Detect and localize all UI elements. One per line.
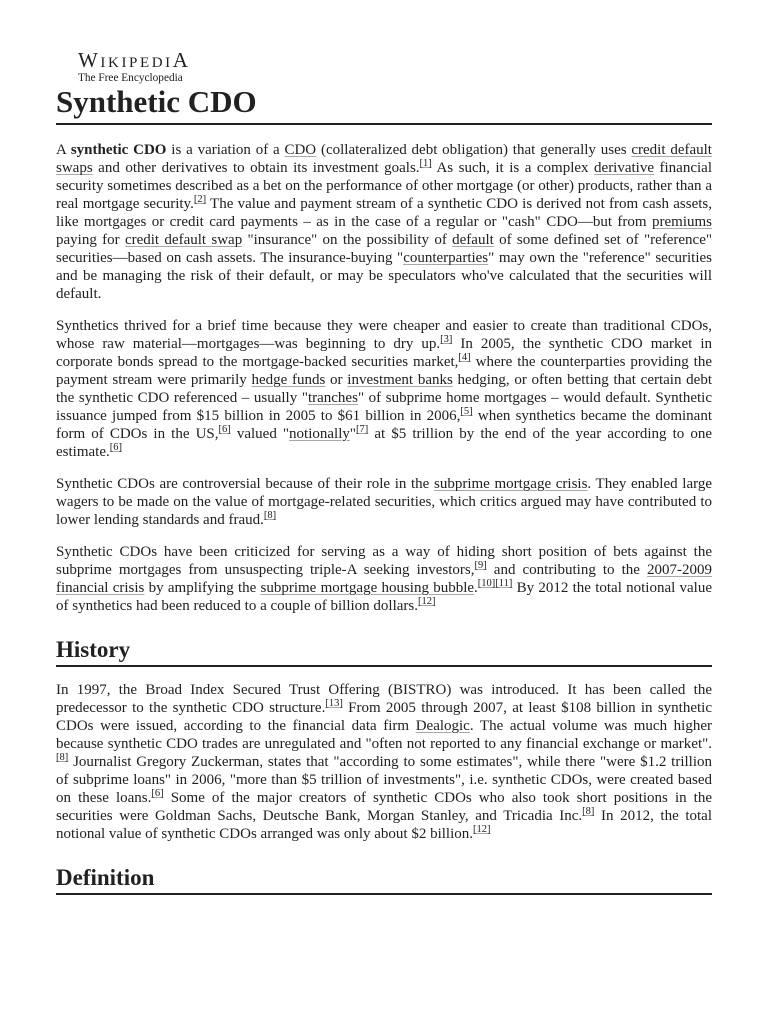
paragraph-text: or: [325, 372, 348, 388]
paragraph-text: . They enabled large wagers to be made on the value of mortgage-related securities, which critics argued may have contributed to lower lending standards and fraud.: [56, 476, 712, 528]
paragraph-text: In 2005, the synthetic CDO market in corporate bonds spread to the mortgage-backed securities market,: [56, 336, 712, 370]
citation-ref-1[interactable]: [1]: [419, 158, 432, 169]
paragraph-text: is a variation of a: [166, 142, 285, 158]
paragraph-text: Synthetic CDOs are controversial because of their role in the: [56, 476, 434, 492]
link-derivative[interactable]: derivative: [594, 160, 655, 176]
paragraph-text: From 2005 through 2007, at least $108 billion in synthetic CDOs were issued, according to the financial data firm: [56, 700, 712, 734]
citation-ref-13[interactable]: [13]: [325, 698, 343, 709]
paragraph-text: Journalist Gregory Zuckerman, states that "according to some estimates", while there "were $1.2 trillion of subprime loans" in 2006, "more than $5 trillion of investments", i.e. synthetic CDOs, were created based on these loans.: [56, 754, 712, 806]
paragraph-text: As such, it is a complex: [431, 160, 595, 176]
citation-ref-2[interactable]: [2]: [193, 194, 207, 205]
citation-ref-3[interactable]: [3]: [440, 334, 453, 345]
section-heading-definition: Definition: [56, 864, 712, 895]
citation-ref-4[interactable]: [4]: [458, 352, 471, 363]
paragraph-text: Some of the major creators of synthetic CDOs who also took short positions in the securities were Goldman Sachs, Deutsche Bank, Morgan Stanley, and Tricadia Inc.: [56, 790, 713, 824]
paragraph-text: hedging, or often betting that certain debt the synthetic CDO referenced – usually ": [56, 372, 713, 406]
paragraph-text: Synthetics thrived for a brief time because they were cheaper and easier to create than traditional CDOs, whose raw material—mortgages—was beginning to dry up.: [56, 318, 712, 352]
citation-ref-11[interactable]: [11]: [495, 578, 513, 589]
link-subprime-mortgage-housing-bubble[interactable]: subprime mortgage housing bubble: [260, 580, 475, 596]
citation-ref-10[interactable]: [10]: [477, 578, 496, 589]
paragraph-text: A: [56, 142, 71, 158]
paragraph-text: (collateralized debt obligation) that generally uses: [316, 142, 632, 158]
link-credit-default-swaps[interactable]: credit default swaps: [56, 142, 712, 176]
link-default[interactable]: default: [452, 232, 494, 248]
link-cdo[interactable]: CDO: [284, 142, 317, 158]
citation-ref-9[interactable]: [9]: [474, 560, 487, 571]
link-premiums[interactable]: premiums: [652, 214, 712, 230]
citation-ref-6[interactable]: [6]: [151, 788, 164, 799]
paragraph-text: valued ": [230, 426, 290, 442]
paragraph-text: ": [349, 426, 356, 442]
lead-paragraph-3: [56, 475, 712, 529]
paragraph-text: financial security sometimes described as a bet on the performance of other mortgage (or other) products, rather than a real mortgage security.: [56, 160, 712, 212]
paragraph-text: " may own the "reference" securities and be managing the risk of their default, or may be speculators who've calculated that the securities will default.: [56, 250, 712, 302]
link-hedge-funds[interactable]: hedge funds: [251, 372, 326, 388]
lead-paragraph-1: [56, 141, 712, 303]
citation-ref-8[interactable]: [8]: [56, 752, 69, 763]
wikipedia-logo: [78, 49, 191, 85]
paragraph-text: by amplifying the: [144, 580, 261, 596]
paragraph-text: In 1997, the Broad Index Secured Trust Offering (BISTRO) was introduced. It has been called the predecessor to the synthetic CDO structure.: [56, 682, 712, 716]
section-heading-history: History: [56, 636, 712, 667]
history-paragraph-1: [56, 681, 712, 843]
article-body: [56, 84, 712, 909]
citation-ref-8[interactable]: [8]: [582, 806, 595, 817]
paragraph-text: " of subprime home mortgages – would default. Synthetic issuance jumped from $15 billion in 2005 to $61 billion in 2006,: [56, 390, 712, 424]
logo-wordmark: WikipediA: [78, 48, 191, 72]
paragraph-text: and contributing to the: [486, 562, 647, 578]
citation-ref-6[interactable]: [6]: [109, 442, 122, 453]
page-title: Synthetic CDO: [56, 84, 712, 125]
link-notionally[interactable]: notionally: [289, 426, 350, 442]
paragraph-text: The value and payment stream of a synthetic CDO is derived not from cash assets, like mortgages or credit card payments – as in the case of a regular or "cash" CDO—but from: [56, 196, 712, 230]
link-dealogic[interactable]: Dealogic: [415, 718, 470, 734]
citation-ref-7[interactable]: [7]: [356, 424, 369, 435]
citation-ref-12[interactable]: [12]: [417, 596, 436, 607]
link-subprime-mortgage-crisis[interactable]: subprime mortgage crisis: [433, 476, 588, 492]
link-investment-banks[interactable]: investment banks: [347, 372, 453, 388]
paragraph-text: In 2012, the total notional value of synthetic CDOs arranged was only about $2 billion.: [56, 808, 712, 842]
paragraph-text: and other derivatives to obtain its investment goals.: [92, 160, 420, 176]
citation-ref-12[interactable]: [12]: [473, 824, 491, 835]
link-tranches[interactable]: tranches: [307, 390, 358, 406]
lead-paragraph-2: [56, 317, 712, 461]
link-2007-2009-financial-crisis[interactable]: 2007-2009 financial crisis: [56, 562, 712, 596]
paragraph-text: "insurance" on the possibility of: [242, 232, 453, 248]
logo-tagline: The Free Encyclopedia: [78, 72, 183, 84]
paragraph-text: .: [474, 580, 478, 596]
paragraph-text: . The actual volume was much higher because synthetic CDO trades are unregulated and "often not reported to any financial exchange or market".: [56, 718, 713, 752]
citation-ref-8[interactable]: [8]: [263, 510, 277, 521]
link-counterparties[interactable]: counterparties: [403, 250, 489, 266]
citation-ref-5[interactable]: [5]: [460, 406, 473, 417]
paragraph-text: of some defined set of "reference" securities—based on cash assets. The insurance-buying ": [56, 232, 712, 266]
article-subject-bold: synthetic CDO: [70, 142, 167, 158]
paragraph-text: when synthetics became the dominant form of CDOs in the US,: [56, 408, 712, 442]
lead-paragraph-4: [56, 543, 712, 615]
paragraph-text: By 2012 the total notional value of synthetics had been reduced to a couple of billion dollars.: [56, 580, 712, 614]
paragraph-text: Synthetic CDOs have been criticized for serving as a way of hiding short position of bets against the subprime mortgages from unsuspecting triple-A seeking investors,: [56, 544, 712, 578]
paragraph-text: paying for: [56, 232, 125, 248]
link-credit-default-swap[interactable]: credit default swap: [124, 232, 243, 248]
paragraph-text: at $5 trillion by the end of the year according to one estimate.: [56, 426, 713, 460]
citation-ref-6[interactable]: [6]: [218, 424, 231, 435]
paragraph-text: where the counterparties providing the payment stream were primarily: [56, 354, 713, 388]
